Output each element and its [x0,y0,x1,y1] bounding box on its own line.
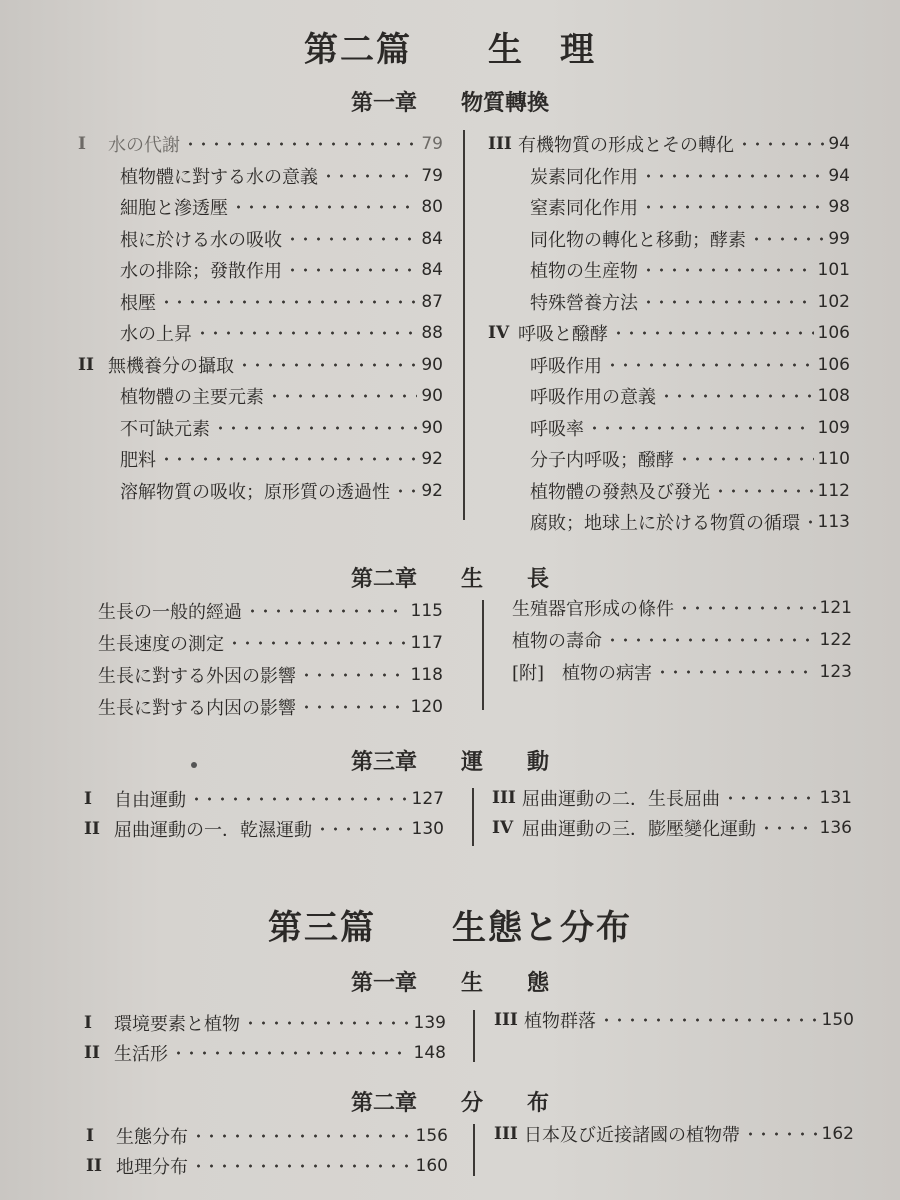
dot-leader [760,823,816,833]
toc-entry [78,225,443,253]
chapter-title [0,1086,900,1117]
page-number: 160 [415,1156,448,1176]
dot-leader [750,234,824,244]
page-number: 87 [421,291,443,312]
chapter-number: 第一章 [350,90,417,116]
part-name: 生 理 [488,30,596,70]
toc-entry [488,382,850,410]
page-number: 120 [410,697,443,717]
toc-entry [488,193,850,221]
dot-leader [228,638,407,648]
entry-title: 根壓 [120,292,156,314]
section-number: III [494,1124,518,1144]
chapter-number: 第三章 [350,749,417,775]
toc-entry [98,661,443,689]
toc-entry [494,1120,854,1148]
column-divider [482,600,484,710]
dot-leader [214,423,417,433]
chapter-number: 第二章 [350,1090,417,1116]
page-number: 112 [817,480,850,501]
dot-leader [606,360,814,370]
page-number: 88 [421,323,443,343]
part-number: 第三篇 [268,908,376,948]
page-number: 79 [421,165,443,186]
entry-title: 呼吸作用 [530,355,602,377]
entry-title: 細胞と滲透壓 [120,198,228,219]
toc-entry [488,477,850,505]
chapter-name: 物質轉換 [461,90,550,116]
toc-entry [84,1039,446,1067]
toc-entry [488,162,850,190]
page-number: 92 [421,449,443,469]
entry-title: 植物體の主要元素 [120,387,264,408]
page-number: 148 [413,1043,446,1063]
ink-speck [191,762,197,768]
entry-title: 腐敗；地球上に於ける物質の循環 [530,513,800,534]
toc-entry [78,288,443,316]
dot-leader [660,391,814,401]
dot-leader [678,454,814,464]
chapter-title [0,86,900,117]
toc-entry [78,477,443,505]
entry-title: 無機養分の攝取 [108,355,234,377]
page-number: 118 [410,665,443,685]
entry-title: 分子内呼吸；醱酵 [530,450,674,471]
entry-title: 呼吸作用の意義 [530,387,656,408]
entry-title: 植物體に對する水の意義 [120,166,318,188]
chapter-title [0,966,900,997]
page-number: 139 [413,1013,446,1033]
page-number: 84 [421,260,443,280]
dot-leader [738,139,824,149]
entry-title: 呼吸率 [530,418,584,440]
toc-entry [86,1152,448,1180]
dot-leader [600,1015,818,1025]
entry-title: 生活形 [114,1044,168,1065]
toc-entry [488,445,850,473]
entry-title: 溶解物質の吸收；原形質の透過性 [120,481,390,503]
toc-entry [488,319,850,347]
chapter-name: 分 布 [461,1090,550,1116]
dot-leader [232,202,417,212]
chapter-name: 生 態 [461,970,550,996]
toc-entry [512,594,852,622]
entry-title: 日本及び近接諸國の植物帶 [524,1125,740,1146]
entry-title: 生長に對する外因の影響 [98,666,296,687]
chapter-title [0,562,900,593]
dot-leader [804,517,814,527]
entry-title: 生殖器官形成の條件 [512,599,674,620]
section-number: III [488,134,512,154]
page-number: 99 [828,228,850,249]
page-number: 101 [817,260,850,280]
entry-title: 水の上昇 [120,324,192,345]
column-divider [472,788,474,846]
entry-title: 地理分布 [116,1157,188,1178]
section-number: I [86,1126,94,1146]
chapter-number: 第一章 [350,970,417,996]
page-number: 115 [410,601,443,621]
page-number: 122 [819,630,852,650]
chapter-name: 生 長 [461,566,550,592]
entry-title: 根に於ける水の吸收 [120,229,282,251]
page-number: 150 [821,1010,854,1030]
section-number: I [84,789,92,809]
page-number: 94 [828,134,850,154]
dot-leader [238,360,417,370]
entry-title: 環境要素と植物 [114,1014,240,1035]
section-number: IV [492,818,514,838]
page-number: 130 [411,819,444,839]
toc-entry [492,784,852,812]
toc-entry [78,193,443,221]
page-number: 102 [817,291,850,312]
dot-leader [724,793,816,803]
toc-entry [488,288,850,316]
toc-entry [84,1009,446,1037]
page-number: 113 [817,512,850,532]
toc-entry [488,130,850,158]
dot-leader [316,824,408,834]
page-number: 127 [411,789,444,809]
toc-entry [78,351,443,379]
toc-entry [98,597,443,625]
section-number: III [494,1010,518,1030]
entry-title: [附] 植物の病害 [512,663,653,684]
dot-leader [642,297,814,307]
section-number: II [86,1156,102,1176]
dot-leader [268,391,417,401]
page-number: 98 [828,197,850,217]
dot-leader [612,328,814,338]
entry-title: 炭素同化作用 [530,166,638,188]
section-number: I [84,1013,92,1033]
section-number: II [84,819,100,839]
page-number: 94 [828,165,850,186]
page-number: 109 [817,417,850,438]
dot-leader [714,486,814,496]
toc-entry [512,626,852,654]
dot-leader [606,635,816,645]
page-number: 84 [421,228,443,249]
toc-entry [512,658,852,686]
page-number: 117 [410,633,443,653]
toc-entry [78,130,443,158]
dot-leader [190,794,408,804]
entry-title: 有機物質の形成とその轉化 [518,135,734,156]
dot-leader [300,702,407,712]
toc-entry [78,445,443,473]
entry-title: 屈曲運動の三．膨壓變化運動 [522,819,756,840]
page-number: 92 [421,480,443,501]
chapter-title [0,745,900,776]
page-number: 156 [415,1126,448,1146]
entry-title: 生長に對する内因の影響 [98,698,296,719]
page-number: 162 [821,1124,854,1144]
page-number: 79 [421,134,443,154]
entry-title: 窒素同化作用 [530,198,638,219]
column-divider [463,130,465,520]
dot-leader [300,670,407,680]
chapter-name: 運 動 [461,749,550,775]
page-number: 131 [819,788,852,808]
toc-entry [86,1122,448,1150]
dot-leader [744,1129,818,1139]
toc-entry [488,414,850,442]
page-number: 136 [819,818,852,838]
entry-title: 屈曲運動の一．乾濕運動 [114,820,312,841]
toc-entry [78,256,443,284]
section-number: I [78,134,86,154]
toc-entry [488,508,850,536]
entry-title: 生長の一般的經過 [98,602,242,623]
entry-title: 生長速度の測定 [98,634,224,655]
dot-leader [192,1161,412,1171]
dot-leader [160,454,417,464]
toc-entry [98,629,443,657]
chapter-number: 第二章 [350,566,417,592]
dot-leader [286,265,417,275]
page-number: 123 [819,662,852,682]
entry-title: 不可缺元素 [120,418,210,440]
entry-title: 植物の壽命 [512,631,602,652]
page-number: 90 [421,386,443,406]
entry-title: 生態分布 [116,1127,188,1148]
toc-entry [488,256,850,284]
dot-leader [160,297,417,307]
page-number: 90 [421,354,443,375]
dot-leader [678,603,816,613]
toc-entry [488,225,850,253]
toc-entry [84,785,444,813]
dot-leader [642,202,824,212]
dot-leader [642,171,824,181]
dot-leader [642,265,814,275]
dot-leader [588,423,814,433]
page-number: 90 [421,417,443,438]
entry-title: 植物群落 [524,1011,596,1032]
section-number: III [492,788,516,808]
section-number: IV [488,323,510,343]
toc-entry [78,162,443,190]
dot-leader [246,606,407,616]
dot-leader [656,667,816,677]
dot-leader [172,1048,410,1058]
dot-leader [244,1018,410,1028]
page-number: 106 [817,354,850,375]
toc-entry [78,382,443,410]
toc-entry [78,319,443,347]
entry-title: 特殊營養方法 [530,292,638,314]
dot-leader [196,328,417,338]
toc-entry [78,414,443,442]
dot-leader [286,234,417,244]
page-number: 80 [421,197,443,217]
entry-title: 自由運動 [114,790,186,811]
toc-entry [488,351,850,379]
page-number: 108 [817,386,850,406]
part-number: 第二篇 [304,30,412,70]
entry-title: 水の代謝 [108,135,180,156]
entry-title: 肥料 [120,450,156,471]
part-name: 生態と分布 [452,908,632,948]
page-number: 110 [817,449,850,469]
toc-entry [494,1006,854,1034]
toc-entry [492,814,852,842]
dot-leader [394,486,417,496]
entry-title: 屈曲運動の二．生長屈曲 [522,789,720,810]
part-title [0,22,900,71]
entry-title: 植物體の發熱及び發光 [530,481,710,503]
column-divider [473,1010,475,1062]
entry-title: 水の排除；發散作用 [120,261,282,282]
entry-title: 呼吸と醱酵 [518,324,608,345]
part-title [0,900,900,949]
column-divider [473,1124,475,1176]
dot-leader [192,1131,412,1141]
dot-leader [184,139,417,149]
page-number: 121 [819,598,852,618]
toc-entry [84,815,444,843]
entry-title: 植物の生産物 [530,261,638,282]
section-number: II [78,354,94,375]
entry-title: 同化物の轉化と移動；酵素 [530,229,746,251]
page-number: 106 [817,323,850,343]
section-number: II [84,1043,100,1063]
dot-leader [322,171,417,181]
toc-entry [98,693,443,721]
